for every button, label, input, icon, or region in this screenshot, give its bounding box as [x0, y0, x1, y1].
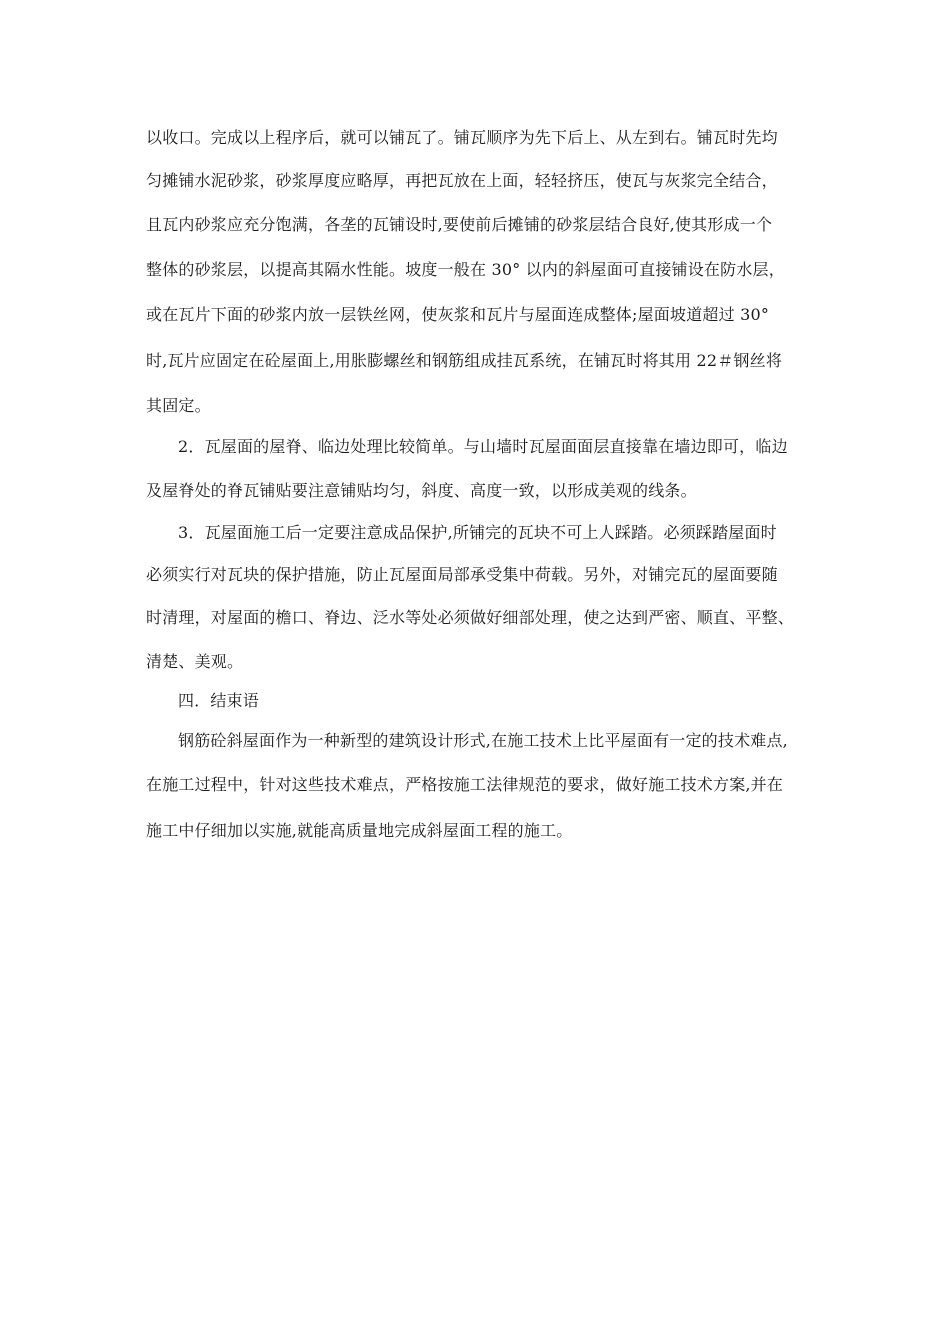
- section-heading: 四．结束语: [178, 691, 260, 710]
- text-line: 3．瓦屋面施工后一定要注意成品保护,所铺完的瓦块不可上人踩踏。必须踩踏屋面时: [178, 523, 777, 542]
- text-line: 时,瓦片应固定在砼屋面上,用胀膨螺丝和钢筋组成挂瓦系统，在铺瓦时将其用 22＃钢丝将: [146, 351, 783, 370]
- text-line: 其固定。: [146, 396, 211, 415]
- text-line: 清楚、美观。: [146, 652, 244, 671]
- text-line: 或在瓦片下面的砂浆内放一层铁丝网，使灰浆和瓦片与屋面连成整体;屋面坡道超过 30°: [146, 305, 770, 324]
- text-line: 时清理，对屋面的檐口、脊边、泛水等处必须做好细部处理，使之达到严密、顺直、平整、: [146, 608, 795, 627]
- text-line: 施工中仔细加以实施,就能高质量地完成斜屋面工程的施工。: [146, 821, 573, 840]
- text-line: 以收口。完成以上程序后，就可以铺瓦了。铺瓦顺序为先下后上、从左到右。铺瓦时先均: [146, 128, 778, 147]
- text-line: 2．瓦屋面的屋脊、临边处理比较简单。与山墙时瓦屋面面层直接靠在墙边即可，临边: [178, 437, 788, 456]
- text-line: 且瓦内砂浆应充分饱满，各垄的瓦铺设时,要使前后摊铺的砂浆层结合良好,使其形成一个: [146, 215, 773, 234]
- text-line: 整体的砂浆层，以提高其隔水性能。坡度一般在 30° 以内的斜屋面可直接铺设在防水层，: [146, 260, 785, 279]
- text-line: 在施工过程中，针对这些技术难点，严格按施工法律规范的要求，做好施工技术方案,并在: [146, 775, 784, 794]
- text-line: 必须实行对瓦块的保护措施，防止瓦屋面局部承受集中荷载。另外，对铺完瓦的屋面要随: [146, 565, 778, 584]
- text-line: 钢筋砼斜屋面作为一种新型的建筑设计形式,在施工技术上比平屋面有一定的技术难点,: [178, 731, 788, 750]
- text-line: 及屋脊处的脊瓦铺贴要注意铺贴均匀，斜度、高度一致，以形成美观的线条。: [146, 481, 697, 500]
- text-line: 匀摊铺水泥砂浆，砂浆厚度应略厚，再把瓦放在上面，轻轻挤压，使瓦与灰浆完全结合，: [146, 171, 778, 190]
